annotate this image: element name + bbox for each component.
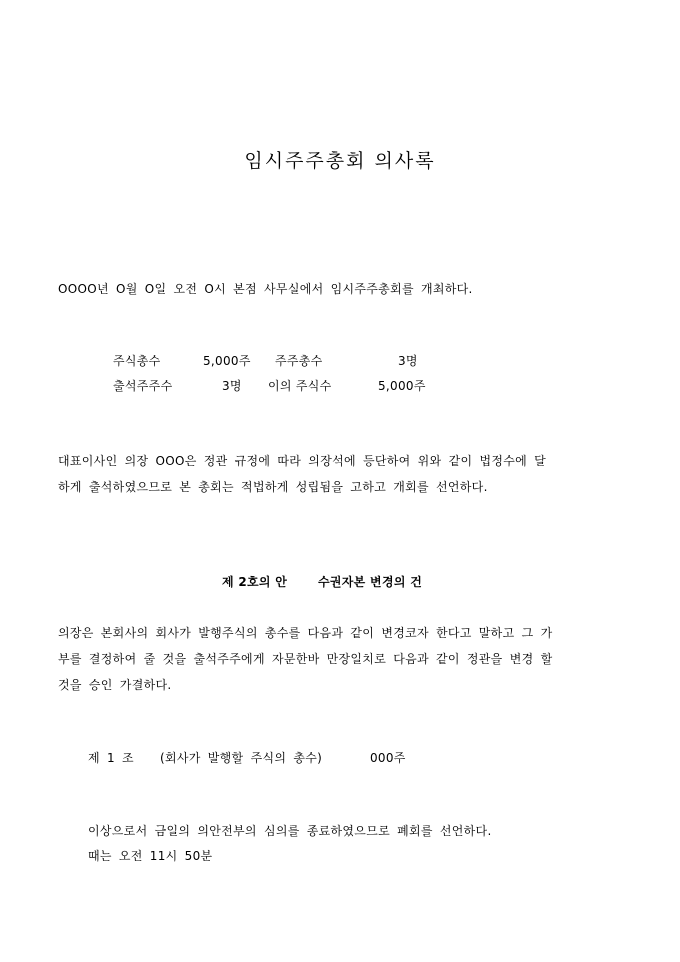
present-holders-value: 3명 [222, 379, 242, 393]
agenda-title: 수권자본 변경의 건 [318, 575, 423, 589]
present-holders-label: 출석주주수 [113, 379, 173, 393]
present-shares-label: 이의 주식수 [268, 379, 332, 393]
article-title: (회사가 발행할 주식의 총수) [160, 751, 323, 765]
closing-line-2: 때는 오전 11시 50분 [88, 849, 213, 863]
total-shares-label: 주식총수 [113, 354, 161, 368]
agenda-paragraph-line-3: 것을 승인 가결하다. [58, 678, 172, 692]
agenda-paragraph-line-2: 부를 결정하여 줄 것을 출석주주에게 자문한바 만장일치로 다음과 같이 정관을 변경 할 [58, 652, 553, 666]
total-holders-value: 3명 [398, 354, 418, 368]
chair-paragraph-line-1: 대표이사인 의장 OOO은 정관 규정에 따라 의장석에 등단하여 위와 같이 법정수에 달 [58, 454, 547, 468]
closing-line-1: 이상으로서 금일의 의안전부의 심의를 종료하였으므로 폐회를 선언하다. [88, 824, 492, 838]
article-number: 제 1 조 [88, 751, 134, 765]
page-title: 임시주주총회 의사록 [244, 150, 436, 172]
total-shares-value: 5,000주 [203, 354, 251, 368]
chair-paragraph-line-2: 하게 출석하였으므로 본 총회는 적법하게 성립됨을 고하고 개회를 선언하다. [58, 480, 488, 494]
opening-statement: OOOO년 O월 O일 오전 O시 본점 사무실에서 임시주주총회를 개최하다. [58, 282, 473, 296]
total-holders-label: 주주총수 [275, 354, 323, 368]
article-value: 000주 [370, 751, 406, 765]
agenda-paragraph-line-1: 의장은 본회사의 회사가 발행주식의 총수를 다음과 같이 변경코자 한다고 말하고 그 가 [58, 626, 553, 640]
present-shares-value: 5,000주 [378, 379, 426, 393]
agenda-number: 제 2호의 안 [222, 575, 288, 589]
